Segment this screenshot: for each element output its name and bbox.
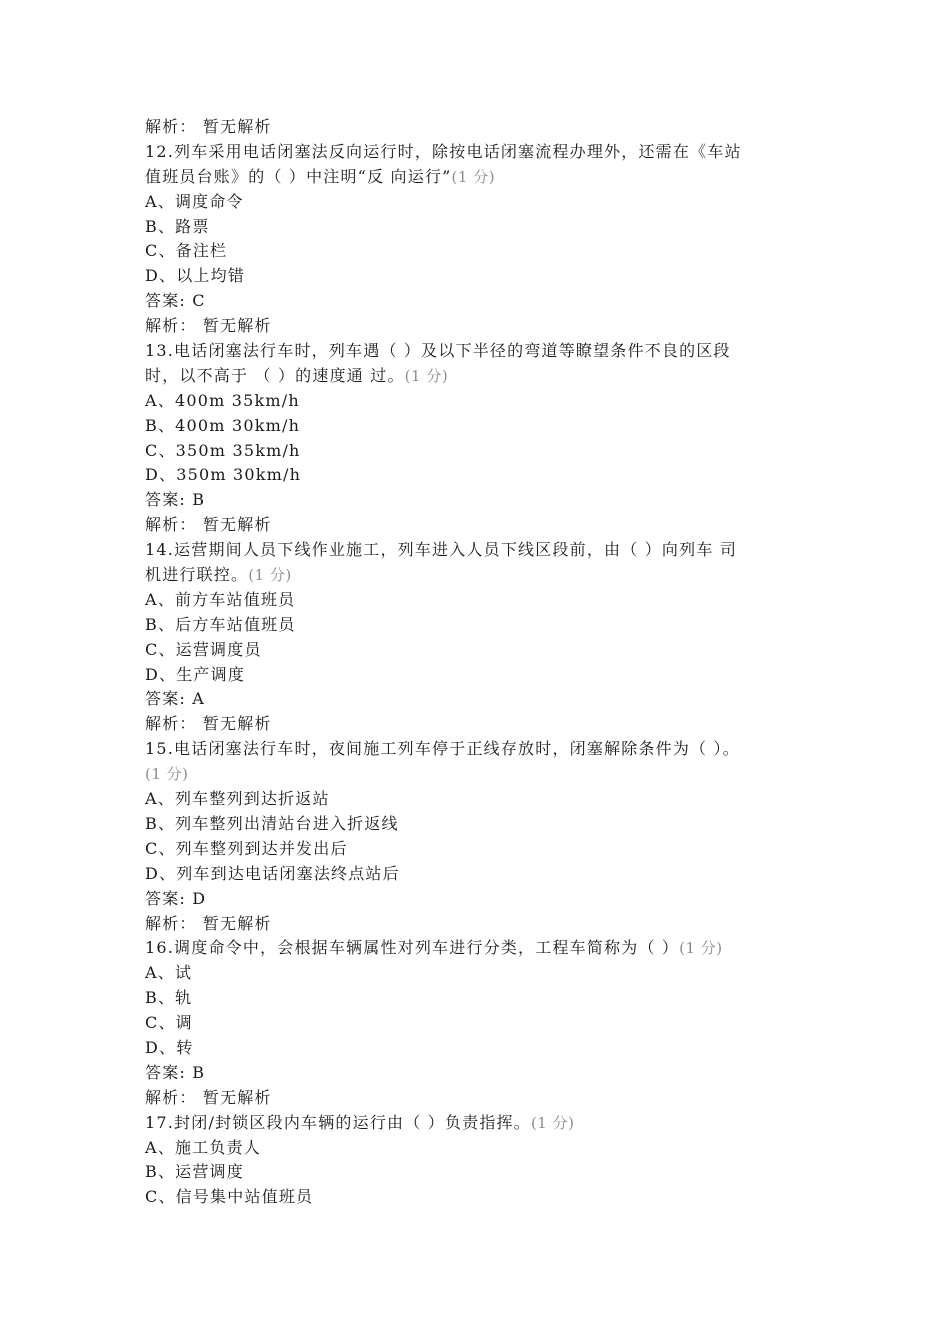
text-line	[145, 1136, 810, 1161]
line-text: 解析： 暂无解析	[145, 1087, 272, 1107]
text-line	[145, 538, 810, 563]
text-line	[145, 787, 810, 812]
points-label: (1 分)	[679, 939, 723, 958]
line-text: 17.封闭/封锁区段内车辆的运行由（ ）负责指挥。	[145, 1112, 531, 1132]
line-text: 答案: D	[145, 888, 207, 908]
line-text: C、备注栏	[145, 241, 228, 261]
points-label: (1 分)	[404, 366, 449, 385]
line-text: A、试	[145, 963, 193, 983]
text-line	[145, 314, 810, 339]
text-line	[145, 190, 810, 215]
text-line	[145, 862, 810, 887]
text-line	[145, 588, 810, 613]
text-line	[145, 663, 810, 688]
text-line	[145, 986, 810, 1011]
line-text: 解析： 暂无解析	[145, 913, 272, 933]
line-text: A、400m 35km/h	[145, 390, 300, 410]
line-text: 16.调度命令中，会根据车辆属性对列车进行分类，工程车简称为（ ）	[145, 938, 680, 958]
text-line	[145, 961, 810, 986]
text-line	[145, 364, 810, 389]
text-line	[145, 1086, 810, 1111]
line-text: A、列车整列到达折返站	[145, 789, 330, 809]
text-line	[145, 837, 810, 862]
line-text: C、350m 35km/h	[145, 440, 301, 460]
line-text: 解析： 暂无解析	[145, 316, 272, 336]
text-line	[145, 165, 810, 190]
text-line	[145, 140, 810, 165]
line-text: 13.电话闭塞法行车时，列车遇（ ）及以下半径的弯道等瞭望条件不良的区段	[145, 341, 731, 361]
line-text: B、运营调度	[145, 1162, 244, 1182]
line-text: C、信号集中站值班员	[145, 1187, 314, 1207]
points-label: (1 分)	[451, 167, 496, 186]
line-text: B、400m 30km/h	[145, 415, 301, 435]
line-text: 15.电话闭塞法行车时，夜间施工列车停于正线存放时，闭塞解除条件为（ ）。	[145, 739, 740, 759]
text-line	[145, 638, 810, 663]
text-line	[145, 289, 810, 314]
text-line	[145, 115, 810, 140]
line-text: 机进行联控。	[145, 565, 249, 585]
points-label: (1 分)	[145, 765, 189, 784]
line-text: 解析： 暂无解析	[145, 117, 272, 136]
line-text: A、施工负责人	[145, 1137, 261, 1157]
text-line	[145, 912, 810, 937]
line-text: 答案: A	[145, 689, 206, 709]
line-text: 答案: B	[145, 1062, 206, 1082]
text-line	[145, 1185, 810, 1210]
text-line	[145, 1011, 810, 1036]
text-line	[145, 1111, 810, 1136]
line-text: 解析： 暂无解析	[145, 515, 272, 535]
line-text: D、生产调度	[145, 664, 246, 684]
text-line	[145, 563, 810, 588]
text-line	[145, 687, 810, 712]
line-text: 值班员台账》的（ ）中注明“反 向运行”	[145, 166, 452, 186]
line-text: B、后方车站值班员	[145, 614, 296, 634]
text-line	[145, 389, 810, 414]
line-text: 12.列车采用电话闭塞法反向运行时，除按电话闭塞流程办理外，还需在《车站	[145, 141, 742, 161]
line-text: 时，以不高于 （ ）的速度通 过。	[145, 365, 405, 385]
text-line	[145, 762, 810, 787]
text-line	[145, 264, 810, 289]
line-text: A、调度命令	[145, 191, 244, 211]
line-text: 答案: C	[145, 291, 206, 311]
line-text: 解析： 暂无解析	[145, 714, 272, 734]
text-line	[145, 1061, 810, 1086]
text-line	[145, 613, 810, 638]
line-text: C、调	[145, 1013, 193, 1033]
line-text: B、列车整列出清站台进入折返线	[145, 813, 399, 833]
line-text: C、运营调度员	[145, 639, 262, 659]
text-line	[145, 936, 810, 961]
text-line	[145, 513, 810, 538]
text-line	[145, 339, 810, 364]
text-line	[145, 239, 810, 264]
line-text: B、轨	[145, 988, 193, 1008]
text-line	[145, 1036, 810, 1061]
line-text: 14.运营期间人员下线作业施工，列车进入人员下线区段前，由（ ）向列车 司	[145, 540, 738, 560]
text-line	[145, 737, 810, 762]
line-text: D、以上均错	[145, 266, 246, 286]
points-label: (1 分)	[248, 566, 292, 585]
text-line	[145, 414, 810, 439]
text-line	[145, 488, 810, 513]
text-line	[145, 215, 810, 240]
line-text: 答案: B	[145, 490, 206, 510]
text-line	[145, 712, 810, 737]
line-text: D、转	[145, 1037, 194, 1057]
line-text: D、350m 30km/h	[145, 465, 302, 485]
text-line	[145, 1160, 810, 1185]
line-text: D、列车到达电话闭塞法终点站后	[145, 863, 400, 883]
text-line	[145, 812, 810, 837]
text-line	[145, 463, 810, 488]
points-label: (1 分)	[530, 1113, 575, 1132]
text-line	[145, 439, 810, 464]
document-body	[145, 115, 810, 1210]
line-text: C、列车整列到达并发出后	[145, 838, 348, 858]
line-text: B、路票	[145, 216, 210, 236]
line-text: A、前方车站值班员	[145, 589, 296, 609]
text-line	[145, 887, 810, 912]
